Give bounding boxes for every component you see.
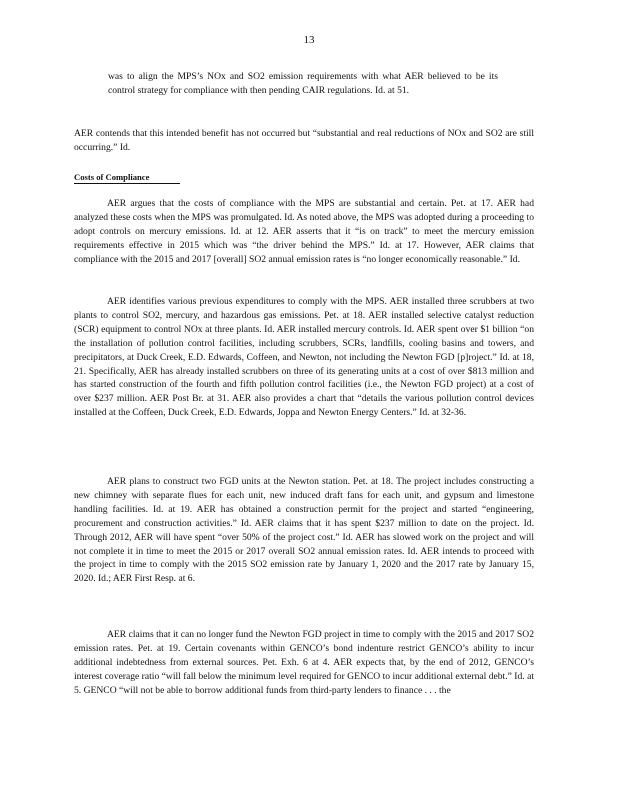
paragraph-contention	[74, 127, 534, 155]
paragraph-costs	[74, 197, 534, 267]
paragraph-expenditures	[74, 295, 534, 420]
section-heading: Costs of Compliance	[74, 172, 150, 182]
block-quote-text: was to align the MPS’s NOx and SO2 emission requirements with what AER believed to be its control strategy for compliance with then pending CAIR regulations. Id. at 51.	[108, 71, 498, 96]
paragraph-text: AER argues that the costs of compliance with the MPS are substantial and certain. Pet. at 17. AER had analyzed these costs when the MPS was promulgated. Id. As noted above, the MPS was adopted during a proceeding to adopt controls on mercury emissions. Id. at 12. AER asserts that it “is on track” to meet the mercury emission requirements effective in 2015 which was “the driver behind the MPS.” Id. at 17. However, AER claims that compliance with the 2015 and 2017 [overall] SO2 annual emission rates is “no longer economically reasonable.” Id.	[74, 198, 534, 265]
paragraph-text: AER claims that it can no longer fund the Newton FGD project in time to comply with the 2015 and 2017 SO2 emission rates. Pet. at 19. Certain covenants within GENCO’s bond indenture restrict GENCO’s ability to incur additional indebtedness from external sources. Pet. Exh. 6 at 4. AER expects that, by the end of 2012, GENCO’s interest coverage ratio “will fall below the minimum level required for GENCO to incur additional external debt.” Id. at 5. GENCO “will not be able to borrow additional funds from third-party lenders to finance . . . the	[74, 629, 534, 696]
paragraph-text: AER identifies various previous expenditures to comply with the MPS. AER installed three scrubbers at two plants to control SO2, mercury, and hazardous gas emissions. Pet. at 18. AER installed selective catalyst reduction (SCR) equipment to control NOx at three plants. Id. AER installed mercury controls. Id. AER spent over $1 billion “on the installation of pollution control facilities, including scrubbers, SCRs, landfills, cooling basins and towers, and precipitators, at Duck Creek, E.D. Edwards, Coffeen, and Newton, not including the Newton FGD [p]roject.” Id. at 18, 21. Specifically, AER has already installed scrubbers on three of its generating units at a cost of over $813 million and has started construction of the fourth and fifth pollution control facilities (i.e., the Newton FGD project) at a cost of over $237 million. AER Post Br. at 31. AER also provides a chart that “details the various pollution control devices installed at the Coffeen, Duck Creek, E.D. Edwards, Joppa and Newton Energy Centers.” Id. at 32-36.	[74, 296, 534, 419]
paragraph-funding	[74, 628, 534, 698]
paragraph-text: AER contends that this intended benefit has not occurred but “substantial and real reductions of NOx and SO2 are still occurring.” Id.	[74, 128, 534, 153]
page-number: 13	[303, 34, 315, 46]
heading-underline	[74, 183, 180, 184]
paragraph-text: AER plans to construct two FGD units at the Newton station. Pet. at 18. The project includes constructing a new chimney with separate flues for each unit, new induced draft fans for each unit, and gypsum and limestone handling facilities. Id. at 19. AER has obtained a construction permit for the project and started “engineering, procurement and construction activities.” Id. AER claims that it has spent $237 million to date on the project. Id. Through 2012, AER will have spent “over 50% of the project cost.” Id. AER has slowed work on the project and will not complete it in time to meet the 2015 or 2017 overall SO2 annual emission rates. Id. AER intends to proceed with the project in time to comply with the 2015 SO2 emission rate by January 1, 2020 and the 2017 rate by January 15, 2020. Id.; AER First Resp. at 6.	[74, 476, 534, 585]
paragraph-newton-fgd	[74, 475, 534, 586]
block-quote	[108, 70, 498, 98]
